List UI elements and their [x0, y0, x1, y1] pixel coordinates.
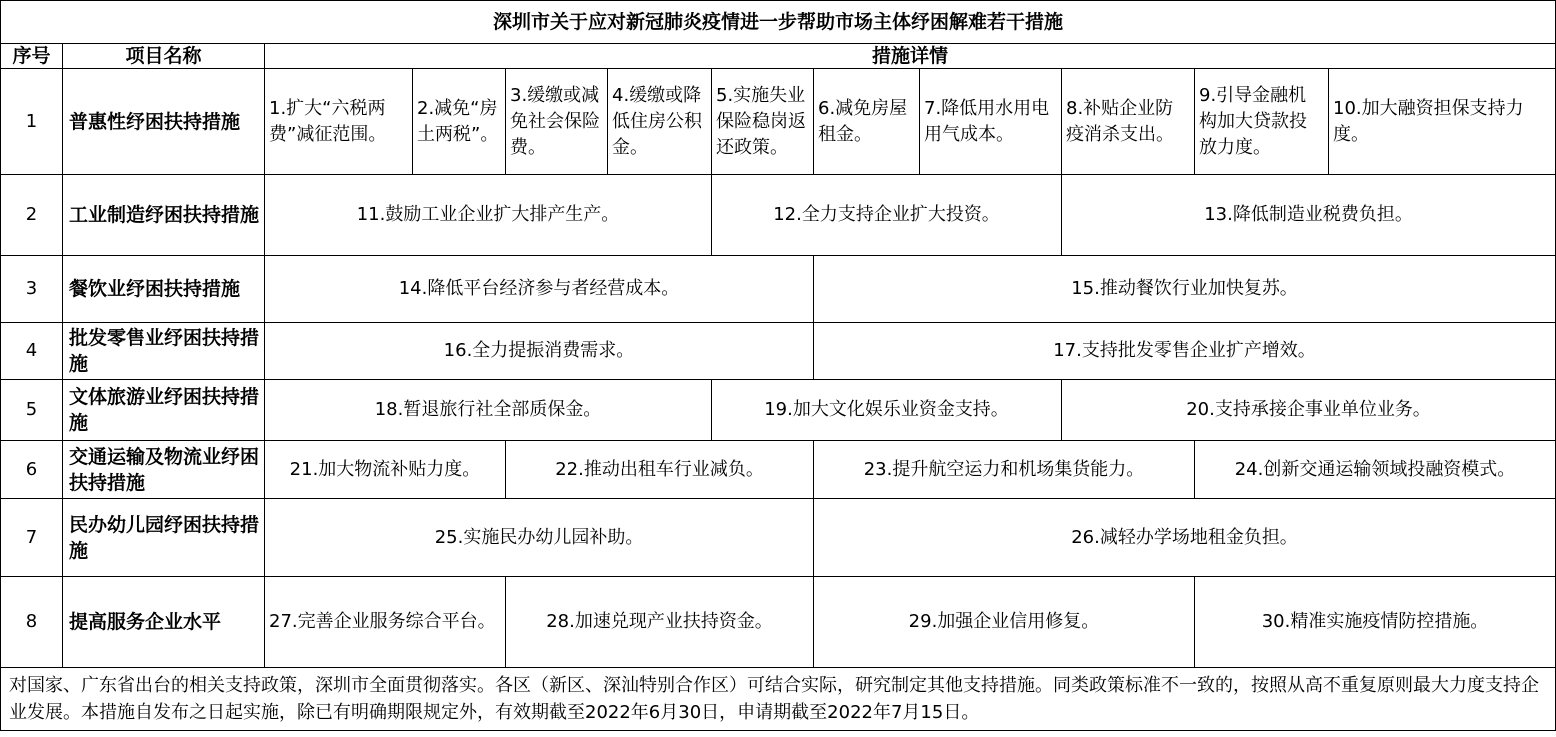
table-row	[1, 380, 1556, 441]
measure-cell: 17.支持批发零售企业扩产增效。	[814, 323, 1556, 380]
row-num: 7	[1, 499, 63, 577]
measure-cell: 12.全力支持企业扩大投资。	[712, 175, 1062, 256]
row-num: 5	[1, 380, 63, 441]
table-row	[1, 256, 1556, 323]
row-num: 8	[1, 577, 63, 668]
measure-cell: 2.减免“房土两税”。	[413, 69, 506, 175]
measure-cell: 18.暂退旅行社全部质保金。	[265, 380, 712, 441]
table-row	[1, 441, 1556, 499]
measure-cell: 1.扩大“六税两费”减征范围。	[265, 69, 413, 175]
measure-cell: 16.全力提振消费需求。	[265, 323, 814, 380]
table-row	[1, 323, 1556, 380]
header-details: 措施详情	[265, 44, 1556, 69]
measure-cell: 27.完善企业服务综合平台。	[265, 577, 506, 668]
measure-cell: 28.加速兑现产业扶持资金。	[506, 577, 814, 668]
measure-cell: 7.降低用水用电用气成本。	[920, 69, 1062, 175]
row-num: 1	[1, 69, 63, 175]
measure-cell: 21.加大物流补贴力度。	[265, 441, 506, 499]
measure-cell: 8.补贴企业防疫消杀支出。	[1062, 69, 1195, 175]
row-name: 餐饮业纾困扶持措施	[63, 256, 265, 323]
measure-cell: 13.降低制造业税费负担。	[1062, 175, 1556, 256]
measure-cell: 14.降低平台经济参与者经营成本。	[265, 256, 814, 323]
row-name: 交通运输及物流业纾困扶持措施	[63, 441, 265, 499]
row-name: 工业制造纾困扶持措施	[63, 175, 265, 256]
measure-cell: 30.精准实施疫情防控措施。	[1195, 577, 1556, 668]
table-row	[1, 175, 1556, 256]
row-num: 4	[1, 323, 63, 380]
measure-cell: 20.支持承接企事业单位业务。	[1062, 380, 1556, 441]
measure-cell: 3.缓缴或减免社会保险费。	[506, 69, 608, 175]
header-name: 项目名称	[63, 44, 265, 69]
measure-cell: 25.实施民办幼儿园补助。	[265, 499, 814, 577]
row-name: 提高服务企业水平	[63, 577, 265, 668]
measure-cell: 24.创新交通运输领域投融资模式。	[1195, 441, 1556, 499]
measure-cell: 26.减轻办学场地租金负担。	[814, 499, 1556, 577]
measure-cell: 10.加大融资担保支持力度。	[1329, 69, 1556, 175]
measure-cell: 22.推动出租车行业减负。	[506, 441, 814, 499]
table-row	[1, 577, 1556, 668]
table-row	[1, 69, 1556, 175]
measure-cell: 9.引导金融机构加大贷款投放力度。	[1195, 69, 1329, 175]
measure-cell: 6.减免房屋租金。	[814, 69, 920, 175]
measure-cell: 15.推动餐饮行业加快复苏。	[814, 256, 1556, 323]
measure-cell: 29.加强企业信用修复。	[814, 577, 1195, 668]
row-name: 批发零售业纾困扶持措施	[63, 323, 265, 380]
measure-cell: 19.加大文化娱乐业资金支持。	[712, 380, 1062, 441]
row-num: 2	[1, 175, 63, 256]
measure-cell: 5.实施失业保险稳岗返还政策。	[712, 69, 814, 175]
page-title: 深圳市关于应对新冠肺炎疫情进一步帮助市场主体纾困解难若干措施	[1, 1, 1556, 44]
measure-cell: 11.鼓励工业企业扩大排产生产。	[265, 175, 712, 256]
row-name: 文体旅游业纾困扶持措施	[63, 380, 265, 441]
row-name: 普惠性纾困扶持措施	[63, 69, 265, 175]
row-name: 民办幼儿园纾困扶持措施	[63, 499, 265, 577]
header-num: 序号	[1, 44, 63, 69]
row-num: 6	[1, 441, 63, 499]
table-row	[1, 499, 1556, 577]
measure-cell: 4.缓缴或降低住房公积金。	[608, 69, 712, 175]
measure-cell: 23.提升航空运力和机场集货能力。	[814, 441, 1195, 499]
row-num: 3	[1, 256, 63, 323]
footer-note: 对国家、广东省出台的相关支持政策，深圳市全面贯彻落实。各区（新区、深汕特别合作区）可结合实际，研究制定其他支持措施。同类政策标准不一致的，按照从高不重复原则最大力度支持企业发展。本措施自发布之日起实施，除已有明确期限规定外，有效期截至2022年6月30日，申请期截至2022年7月15日。	[1, 668, 1556, 731]
